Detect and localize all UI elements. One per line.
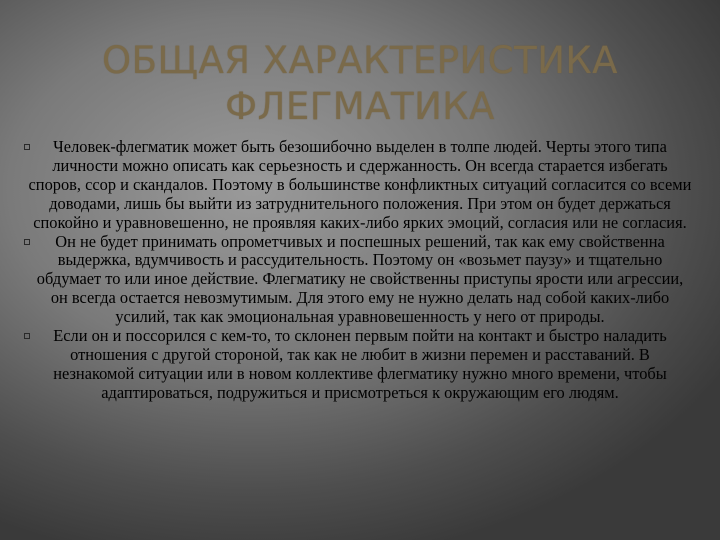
paragraph-3-text: Если он и поссорился с кем-то, то склонен первым пойти на контакт и быстро наладить отношения с другой стороной, так как не любит в жизни перемен и расставаний. В незнакомой ситуации или в новом коллективе флегматику нужно много времени, чтобы адаптироваться, подружиться и присмотреться к окружающим его людям. (53, 326, 667, 402)
paragraph-1 (28, 138, 692, 233)
hollow-square-bullet-icon (24, 144, 30, 150)
slide-title (0, 38, 720, 130)
paragraph-2 (28, 233, 692, 328)
paragraph-1-text: Человек-флегматик может быть безошибочно выделен в толпе людей. Черты этого типа личности можно описать как серьезность и сдержанность. Он всегда старается избегать споров, ссор и скандалов. Поэтому в большинстве конфликтных ситуаций согласится со всеми доводами, лишь бы выйти из затруднительного положения. При этом он будет держаться спокойно и уравновешенно, не проявляя каких-либо ярких эмоций, согласия или не согласия. (28, 137, 692, 232)
slide-title-line-2: ФЛЕГМАТИКА (225, 85, 495, 128)
slide-body (28, 138, 692, 403)
paragraph-2-text: Он не будет принимать опрометчивых и поспешных решений, так как ему свойственна выдержка, вдумчивость и рассудительность. Поэтому он «возьмет паузу» и тщательно обдумает то или иное действие. Флегматику не свойственны приступы ярости или агрессии, он всегда остается невозмутимым. Для этого ему не нужно делать над собой каких-либо усилий, так как эмоциональная уравновешенность у него от природы. (36, 231, 684, 327)
hollow-square-bullet-icon (24, 239, 30, 245)
paragraph-3 (28, 327, 692, 403)
hollow-square-bullet-icon (24, 333, 30, 339)
slide-title-line-1: ОБЩАЯ ХАРАКТЕРИСТИКА (102, 39, 618, 82)
